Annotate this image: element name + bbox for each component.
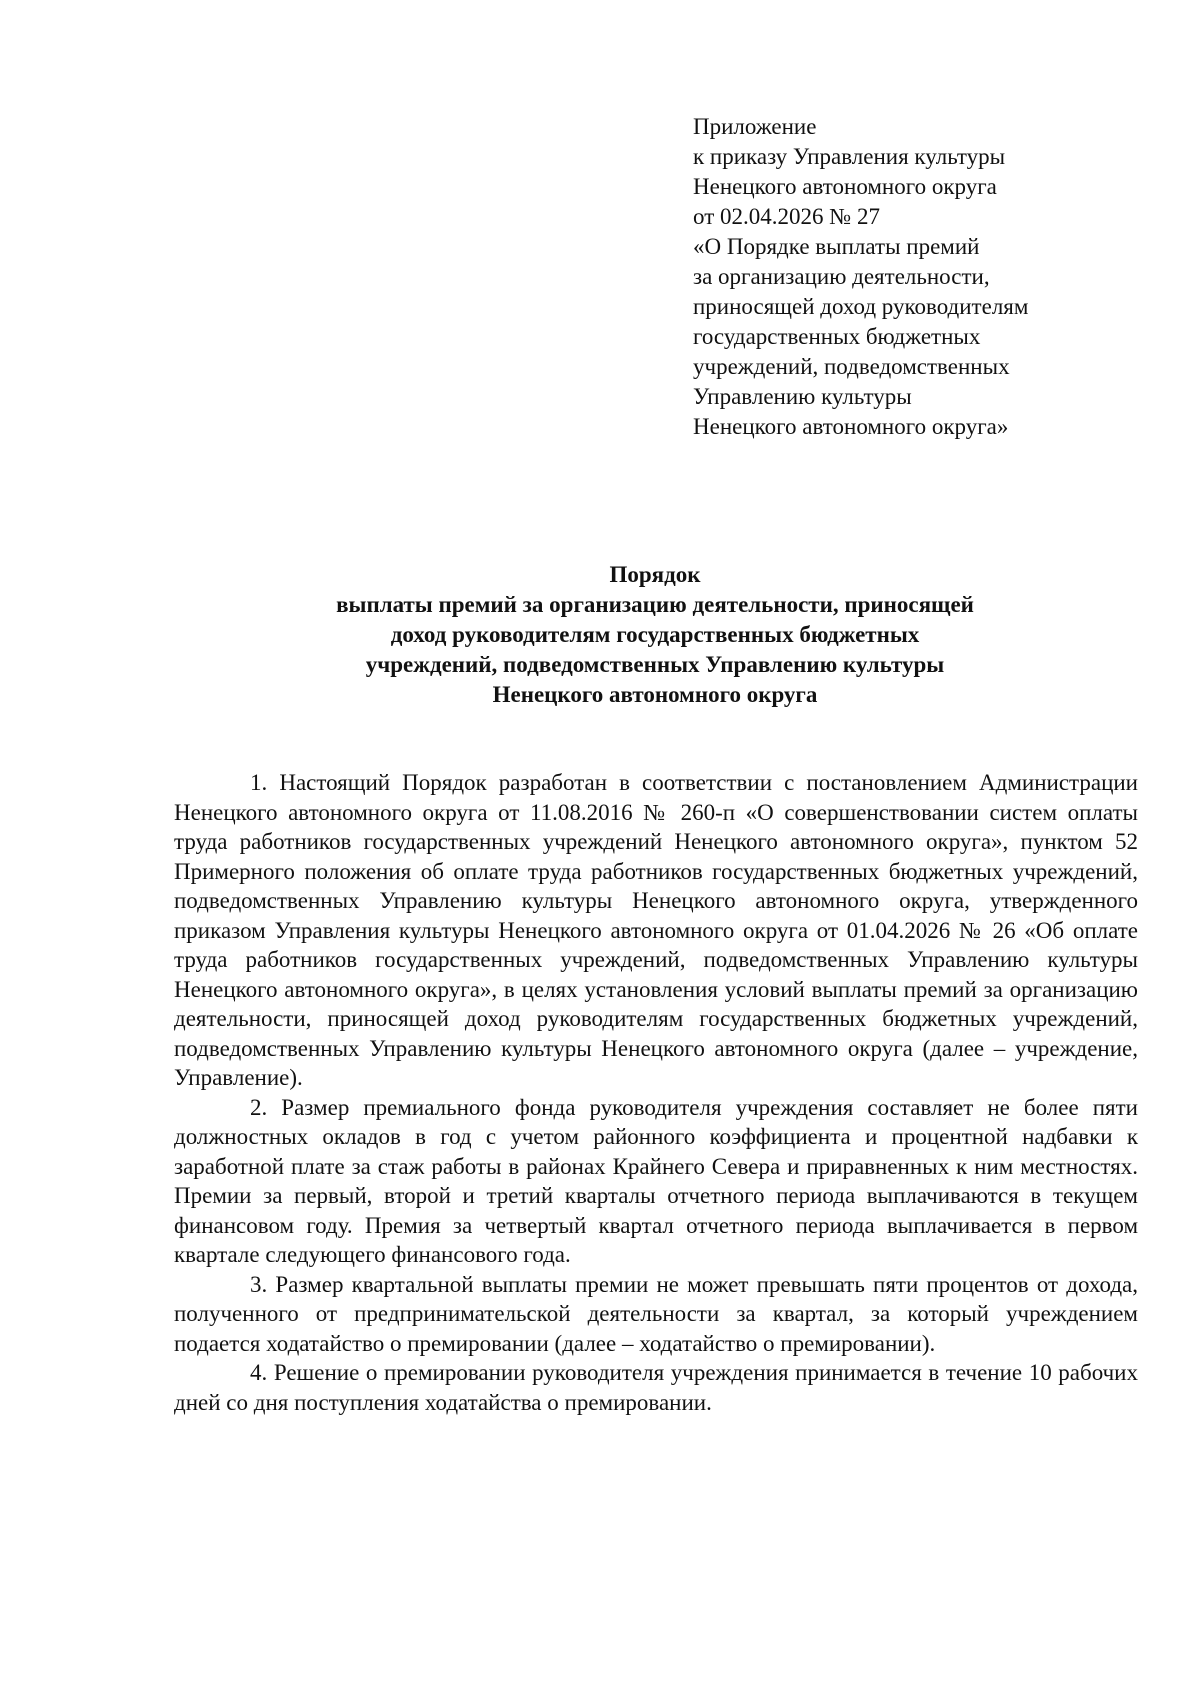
appendix-line: Ненецкого автономного округа»	[693, 414, 1009, 439]
paragraph-2: 2. Размер премиального фонда руководителя учреждения составляет не более пяти должностных окладов в год с учетом районного коэффициента и процентной надбавки к заработной плате за стаж работы в районах Крайнего Севера и приравненных к ним местностях. Премии за первый, второй и третий кварталы отчетного периода выплачиваются в текущем финансовом году. Премия за четвертый квартал отчетного периода выплачивается в первом квартале следующего финансового года.	[174, 1094, 1138, 1267]
appendix-header	[693, 112, 1173, 442]
paragraph-1: 1. Настоящий Порядок разработан в соответствии с постановлением Администрации Ненецкого автономного округа от 11.08.2016 № 260-п «О совершенствовании систем оплаты труда работников государственных учреждений Ненецкого автономного округа», пунктом 52 Примерного положения об оплате труда работников государственных бюджетных учреждений, подведомственных Управлению культуры Ненецкого автономного округа, утвержденного приказом Управления культуры Ненецкого автономного округа от 01.04.2026 № 26 «Об оплате труда работников государственных учреждений, подведомственных Управлению культуры Ненецкого автономного округа», в целях установления условий выплаты премий за организацию деятельности, приносящей доход руководителям государственных бюджетных учреждений, подведомственных Управлению культуры Ненецкого автономного округа (далее – учреждение, Управление).	[174, 770, 1138, 1090]
paragraph-3: 3. Размер квартальной выплаты премии не может превышать пяти процентов от дохода, полученного от предпринимательской деятельности за квартал, за который учреждением подается ходатайство о премировании (далее – ходатайство о премировании).	[174, 1271, 1138, 1356]
appendix-line: государственных бюджетных	[693, 324, 981, 349]
appendix-line: от 02.04.2026 № 27	[693, 204, 880, 229]
title-line: Порядок	[609, 562, 701, 587]
document-body	[174, 768, 1138, 1417]
paragraph-4: 4. Решение о премировании руководителя учреждения принимается в течение 10 рабочих дней со дня поступления ходатайства о премировании.	[174, 1360, 1138, 1415]
appendix-line: Приложение	[693, 114, 817, 139]
appendix-line: Ненецкого автономного округа	[693, 174, 997, 199]
title-line: доход руководителям государственных бюджетных	[390, 622, 920, 647]
appendix-line: за организацию деятельности,	[693, 264, 990, 289]
title-line: учреждений, подведомственных Управлению культуры	[365, 652, 945, 677]
appendix-line: «О Порядке выплаты премий	[693, 234, 980, 259]
appendix-line: Управлению культуры	[693, 384, 912, 409]
appendix-line: учреждений, подведомственных	[693, 354, 1010, 379]
title-line: Ненецкого автономного округа	[492, 682, 818, 707]
appendix-line: к приказу Управления культуры	[693, 144, 1006, 169]
appendix-line: приносящей доход руководителям	[693, 294, 1029, 319]
document-title	[170, 560, 1140, 710]
title-line: выплаты премий за организацию деятельности, приносящей	[336, 592, 974, 617]
